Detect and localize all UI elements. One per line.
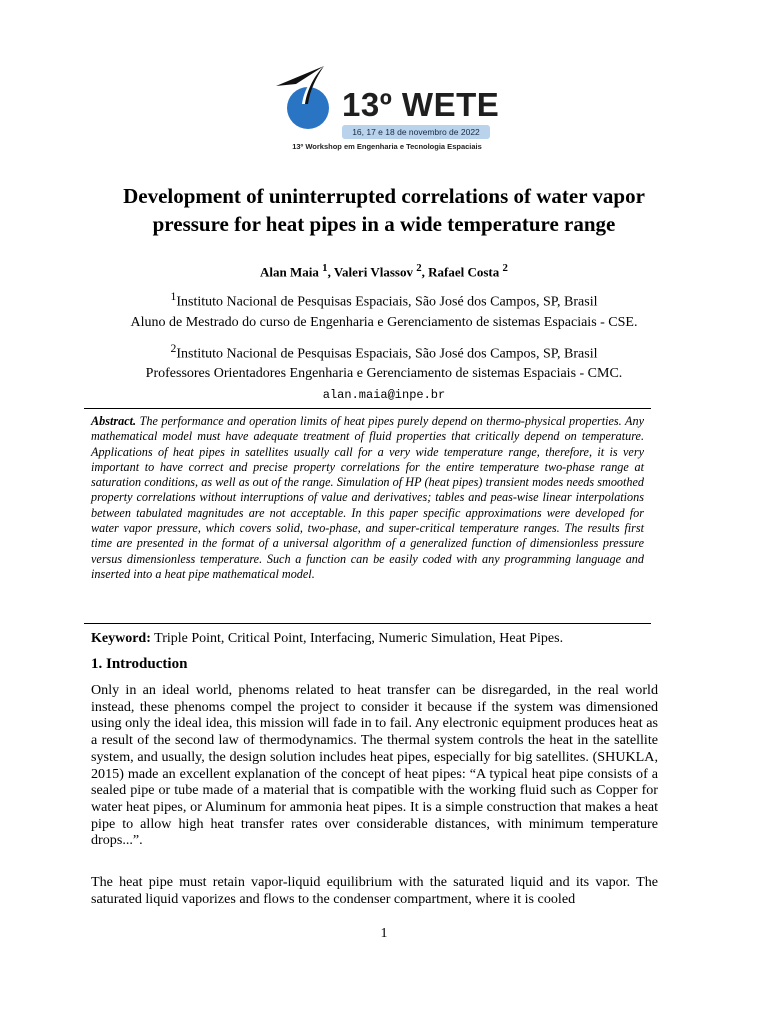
affiliation-line — [60, 366, 708, 382]
author-name: Alan Maia — [260, 264, 319, 280]
conference-logo — [270, 64, 500, 152]
author-list: Alan Maia $^1$, Valeri Vlassov $^2$, Rafael Costa $^2$ — [260, 262, 508, 280]
contact-email[interactable]: alan.maia@inpe.br — [322, 388, 446, 402]
logo-title: 13º WETE — [342, 86, 500, 123]
author-affiliation-mark: 2 — [416, 262, 422, 274]
affiliation-mark: 1 — [170, 290, 177, 303]
globe-rocket-icon — [270, 64, 342, 142]
affiliation-mark: 2 — [170, 342, 177, 355]
author-name: Rafael Costa — [428, 264, 500, 280]
abstract-block — [91, 414, 644, 582]
author-name: Valeri Vlassov — [333, 264, 413, 280]
logo-dates: 16, 17 e 18 de novembro de 2022 — [342, 125, 490, 139]
abstract-label: Abstract. — [91, 414, 137, 428]
author-affiliation-mark: 1 — [322, 262, 328, 274]
abstract-text: The performance and operation limits of heat pipes purely depend on thermo-physical properties. Any mathematical model must have adequate treatment of fluid properties that critically depend on temperature. Applications of heat pipes in satellites usually call for a very wide temperature range, therefore, it is very important to have correct and precise property correlations for the entire temperature two-phase range at saturation conditions, as well as out of the range. Simulation of HP (heat pipes) transient modes needs smoothed property correlations without interruptions of value and derivatives; tables and peas-wise linear interpolations between tabulated magnitudes are not acceptable. In this paper specific approximations were developed for water vapor pressure, which covers solid, two-phase, and super-critical temperature ranges. The results first time are presented in the format of a universal algorithm of a generalized function of dimensionless pressure versus dimensionless temperature. Such a function can be easily coded with any programming language and inserted into a heat pipe mathematical model. — [91, 414, 645, 581]
keyword-label: Keyword: — [91, 631, 151, 646]
logo-subtitle: 13º Workshop em Engenharia e Tecnologia Espaciais — [292, 142, 482, 151]
body-paragraph: Only in an ideal world, phenoms related to heat transfer can be disregarded, in the real world instead, these phenoms compel the project to consider it because if the system was dimensioned using only the ideal idea, this mission will fade in to fail. Any electronic equipment produces heat as a result of the second law of thermodynamics. The thermal system controls the heat in the satellite system, and usually, the design solution includes heat pipes, especially for big satellites. (SHUKLA, 2015) made an excellent explanation of the concept of heat pipes: “A typical heat pipe consists of a sealed pipe or tube made of a material that is compatible with the working fluid such as Copper for water heat pipes, or Aluminum for ammonia heat pipes. It is a simple construction that makes a heat pipe to allow high heat transfer rates over considerable distances, with minimum temperature drops...”. — [91, 682, 658, 849]
affiliation-text: Instituto Nacional de Pesquisas Espaciais, São José dos Campos, SP, Brasil — [176, 294, 598, 310]
paper-title: Development of uninterrupted correlations of water vapor pressure for heat pipes in a wide temperature range — [123, 184, 645, 236]
affiliation-line — [60, 290, 708, 311]
affiliation-text: Aluno de Mestrado do curso de Engenharia e Gerenciamento de sistemas Espaciais - CSE. — [130, 315, 638, 330]
author-affiliation-mark: 2 — [502, 262, 508, 274]
abstract-bottom-rule — [84, 623, 651, 624]
affiliation-text: Professores Orientadores Engenharia e Gerenciamento de sistemas Espaciais - CMC. — [145, 366, 623, 381]
body-paragraph: The heat pipe must retain vapor-liquid equilibrium with the saturated liquid and its vapor. The saturated liquid vaporizes and flows to the condenser compartment, where it is cooled — [91, 874, 658, 907]
page-number: 1 — [380, 926, 388, 941]
abstract-top-rule — [84, 408, 651, 409]
keywords-line — [91, 631, 691, 647]
affiliation-line — [60, 315, 708, 331]
keyword-list: Triple Point, Critical Point, Interfacing, Numeric Simulation, Heat Pipes. — [154, 631, 564, 646]
affiliation-text: Instituto Nacional de Pesquisas Espaciais, São José dos Campos, SP, Brasil — [176, 346, 598, 362]
section-heading: 1. Introduction — [91, 656, 188, 672]
affiliation-line — [60, 342, 708, 363]
